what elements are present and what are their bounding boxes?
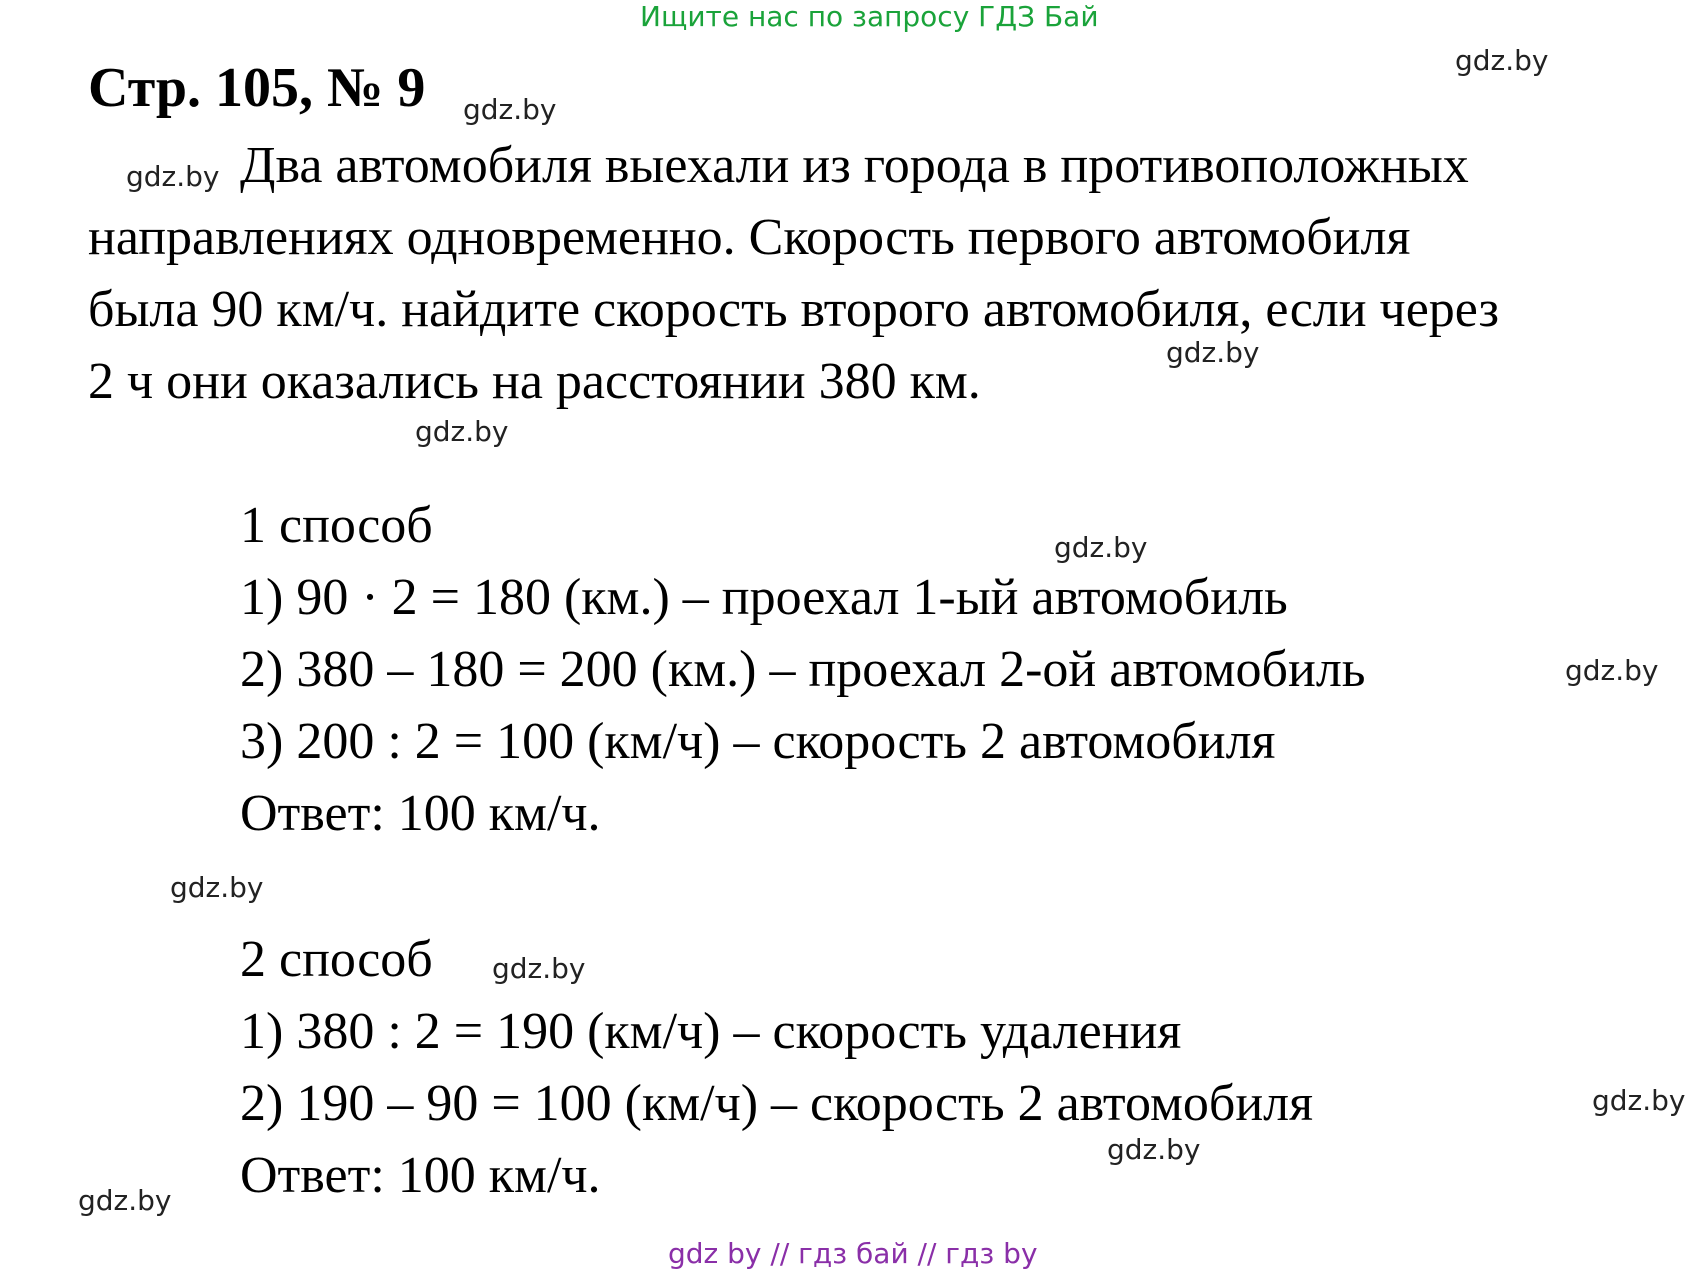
- watermark: gdz.by: [1592, 1084, 1686, 1117]
- method1-heading: 1 способ: [240, 497, 433, 554]
- watermark: gdz.by: [78, 1184, 172, 1217]
- footer-links: gdz by // гдз бай // гдз by: [668, 1237, 1038, 1270]
- problem-line-2: направлениях одновременно. Скорость первого автомобиля: [88, 209, 1411, 266]
- watermark: gdz.by: [170, 871, 264, 904]
- watermark: gdz.by: [126, 160, 220, 193]
- watermark: gdz.by: [492, 952, 586, 985]
- watermark: gdz.by: [1455, 44, 1549, 77]
- method2-step-1: 1) 380 : 2 = 190 (км/ч) – скорость удаления: [240, 1003, 1182, 1060]
- method2-step-2: 2) 190 – 90 = 100 (км/ч) – скорость 2 автомобиля: [240, 1075, 1314, 1132]
- problem-line-3: была 90 км/ч. найдите скорость второго автомобиля, если через: [88, 281, 1500, 338]
- watermark: gdz.by: [1565, 654, 1659, 687]
- method1-step-3: 3) 200 : 2 = 100 (км/ч) – скорость 2 автомобиля: [240, 713, 1276, 770]
- method1-answer: Ответ: 100 км/ч.: [240, 785, 601, 842]
- method2-answer: Ответ: 100 км/ч.: [240, 1147, 601, 1204]
- search-hint-banner: Ищите нас по запросу ГДЗ Бай: [640, 0, 1099, 33]
- watermark: gdz.by: [1054, 531, 1148, 564]
- problem-line-4: 2 ч они оказались на расстоянии 380 км.: [88, 353, 981, 410]
- method1-step-2: 2) 380 – 180 = 200 (км.) – проехал 2-ой автомобиль: [240, 641, 1366, 698]
- watermark: gdz.by: [415, 415, 509, 448]
- problem-line-1: Два автомобиля выехали из города в противоположных: [240, 137, 1469, 194]
- watermark: gdz.by: [1166, 336, 1260, 369]
- watermark: gdz.by: [463, 93, 557, 126]
- method1-step-1: 1) 90 · 2 = 180 (км.) – проехал 1-ый автомобиль: [240, 569, 1288, 626]
- page-title: Стр. 105, № 9: [88, 57, 426, 119]
- watermark: gdz.by: [1107, 1133, 1201, 1166]
- method2-heading: 2 способ: [240, 931, 433, 988]
